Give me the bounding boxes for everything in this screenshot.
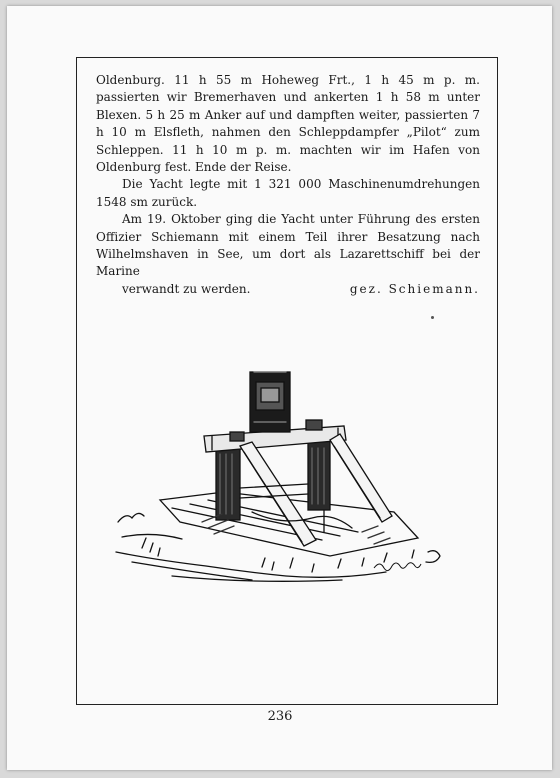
ink-speck xyxy=(431,316,434,319)
paragraph-2: Die Yacht legte mit 1 321 000 Maschinenumdrehungen 1548 sm zurück. xyxy=(96,177,480,209)
paragraph-1: Oldenburg. 11 h 55 m Hoheweg Frt., 1 h 45 m p. m. passierten wir Bremerhaven und ankerten 1 h 58 m unter Blexen. 5 h 25 m Anker auf und dampften weiter, passierten 7 h 10 m Elsfleth, nahmen den Schleppdampfer „Pilot“ zum Schleppen. 11 h 10 m p. m. machten wir im Hafen von Oldenburg fest. Ende der Reise. xyxy=(96,73,480,175)
paragraph-3-ending: verwandt zu werden. xyxy=(122,281,251,296)
paragraph-3 xyxy=(96,211,480,298)
body-text xyxy=(96,72,480,298)
paragraph-3-last-line xyxy=(96,281,480,298)
page-number: 236 xyxy=(267,709,293,724)
steering-gear-illustration xyxy=(112,362,452,598)
signature: gez. Schiemann. xyxy=(349,281,480,296)
artist-signature-mark xyxy=(374,563,421,571)
paragraph-3-text: Am 19. Oktober ging die Yacht unter Führung des ersten Offizier Schiemann mit einem Teil ihrer Besatzung nach Wilhelmshaven in See, um dort als Lazarettschiff bei der Marine xyxy=(96,212,480,279)
